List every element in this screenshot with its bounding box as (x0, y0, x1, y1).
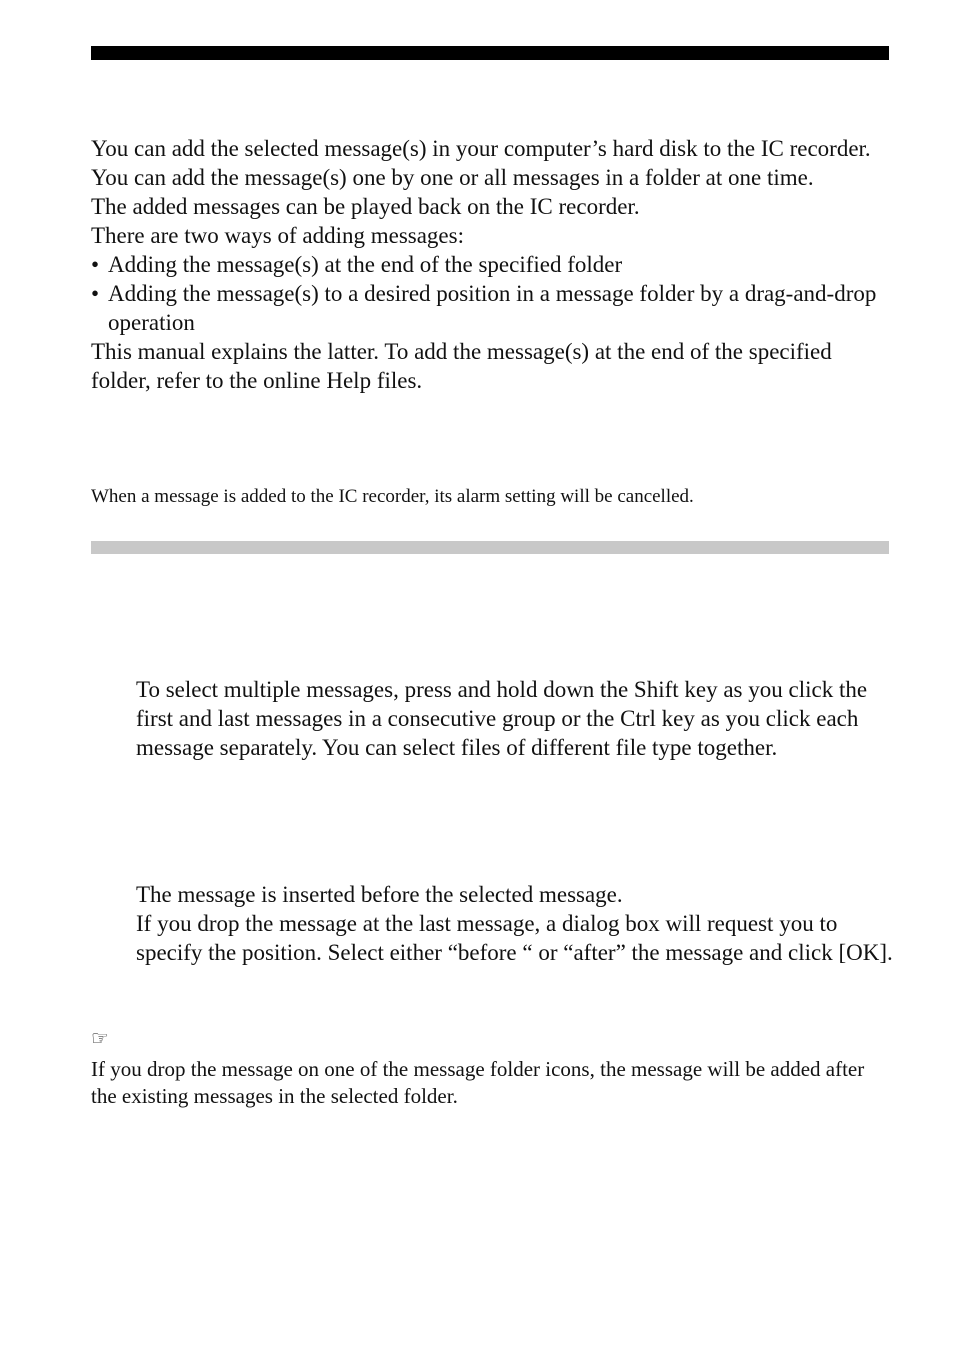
list-item: • Adding the message(s) at the end of the specified folder (91, 250, 891, 279)
step-1-paragraph: To select multiple messages, press and hold down the Shift key as you click the first and last messages in a consecutive group or the Ctrl key as you click each message separately. You can select files of different file type together. (136, 677, 868, 760)
hint-text: If you drop the message on one of the message folder icons, the message will be added after the existing messages in the selected folder. (91, 1057, 865, 1108)
step-2-paragraph-1: The message is inserted before the selected message. (136, 882, 623, 907)
intro-paragraph-2: The added messages can be played back on the IC recorder. (91, 194, 640, 219)
pointing-hand-icon: ☞ (91, 1026, 109, 1050)
section-divider (91, 541, 889, 554)
header-rule (91, 46, 889, 60)
step-2-paragraph-2: If you drop the message at the last message, a dialog box will request you to specify the position. Select either “before “ or “after” the message and click [OK]. (136, 911, 893, 965)
step-2-text (136, 880, 896, 967)
intro-paragraph-3: There are two ways of adding messages: (91, 223, 464, 248)
step-1-text (136, 675, 896, 762)
intro-section (91, 134, 891, 395)
list-item: • Adding the message(s) to a desired position in a message folder by a drag-and-drop operation (91, 279, 891, 337)
intro-paragraph-4: This manual explains the latter. To add the message(s) at the end of the specified folder, refer to the online Help files. (91, 339, 832, 393)
methods-list (91, 250, 891, 337)
note-text: When a message is added to the IC recorder, its alarm setting will be cancelled. (91, 486, 694, 507)
intro-paragraph-1: You can add the selected message(s) in your computer’s hard disk to the IC recorder. You can add the message(s) one by one or all messages in a folder at one time. (91, 136, 871, 190)
